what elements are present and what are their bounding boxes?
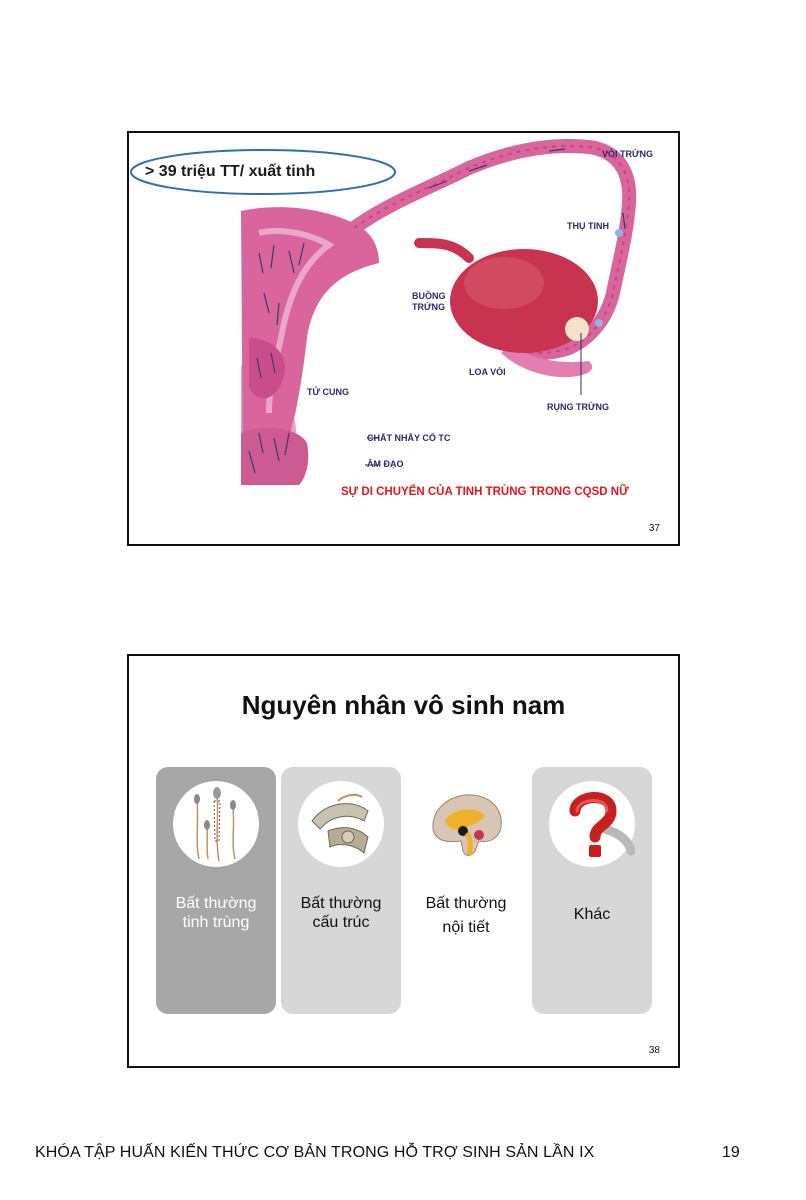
slide-38	[127, 654, 680, 1068]
sperm-icon	[173, 781, 259, 867]
page-number: 19	[722, 1144, 740, 1161]
card-endocrine-abnormality[interactable]	[406, 767, 526, 1014]
label-voi-trung: VÒI TRỨNG	[602, 149, 653, 159]
label-rung-trung: RỤNG TRỨNG	[547, 402, 609, 412]
label-buong-trung-2: TRỨNG	[412, 302, 445, 312]
label-buong-trung-1: BUỒNG	[412, 291, 446, 301]
slide-37	[127, 131, 680, 546]
label-tu-cung: TỬ CUNG	[307, 387, 349, 397]
page-footer: KHÓA TẬP HUẤN KIẾN THỨC CƠ BẢN TRONG HỖ TRỢ SINH SẢN LẦN IX	[35, 1144, 595, 1161]
anatomy-icon	[298, 781, 384, 867]
label-loa-voi: LOA VÒI	[469, 367, 506, 377]
label-chat-nhay: CHẤT NHẦY CỔ TC	[367, 433, 451, 443]
label-am-dao: ÂM ĐẠO	[367, 459, 404, 469]
slide-number: 37	[648, 523, 660, 534]
label-thu-tinh: THỤ TINH	[567, 221, 609, 231]
card-other[interactable]	[532, 767, 652, 1014]
ovulation-cluster	[565, 317, 589, 341]
card-label: Bất thường tinh trùng	[175, 895, 257, 931]
slide-title: Nguyên nhân vô sinh nam	[241, 690, 566, 720]
ovarian-ligament	[419, 243, 469, 258]
card-label: Bất thường nội tiết	[425, 895, 507, 936]
card-structural-abnormality[interactable]	[281, 767, 401, 1014]
fertilization-dot	[615, 229, 623, 237]
card-label: Bất thường cấu trúc	[300, 895, 382, 931]
question-mark-icon	[549, 781, 635, 867]
egg-dot	[595, 319, 603, 327]
brain-icon	[423, 781, 509, 867]
ovary-shade	[464, 257, 544, 309]
illustration-caption: SỰ DI CHUYỂN CỦA TINH TRÙNG TRONG CQSD NỮ	[341, 486, 629, 498]
card-sperm-abnormality[interactable]	[156, 767, 276, 1014]
slide-number: 38	[648, 1045, 660, 1056]
reproductive-tract-illustration	[129, 133, 678, 544]
card-label: Khác	[573, 906, 611, 923]
sperm-count-callout: > 39 triệu TT/ xuất tinh	[145, 163, 316, 180]
